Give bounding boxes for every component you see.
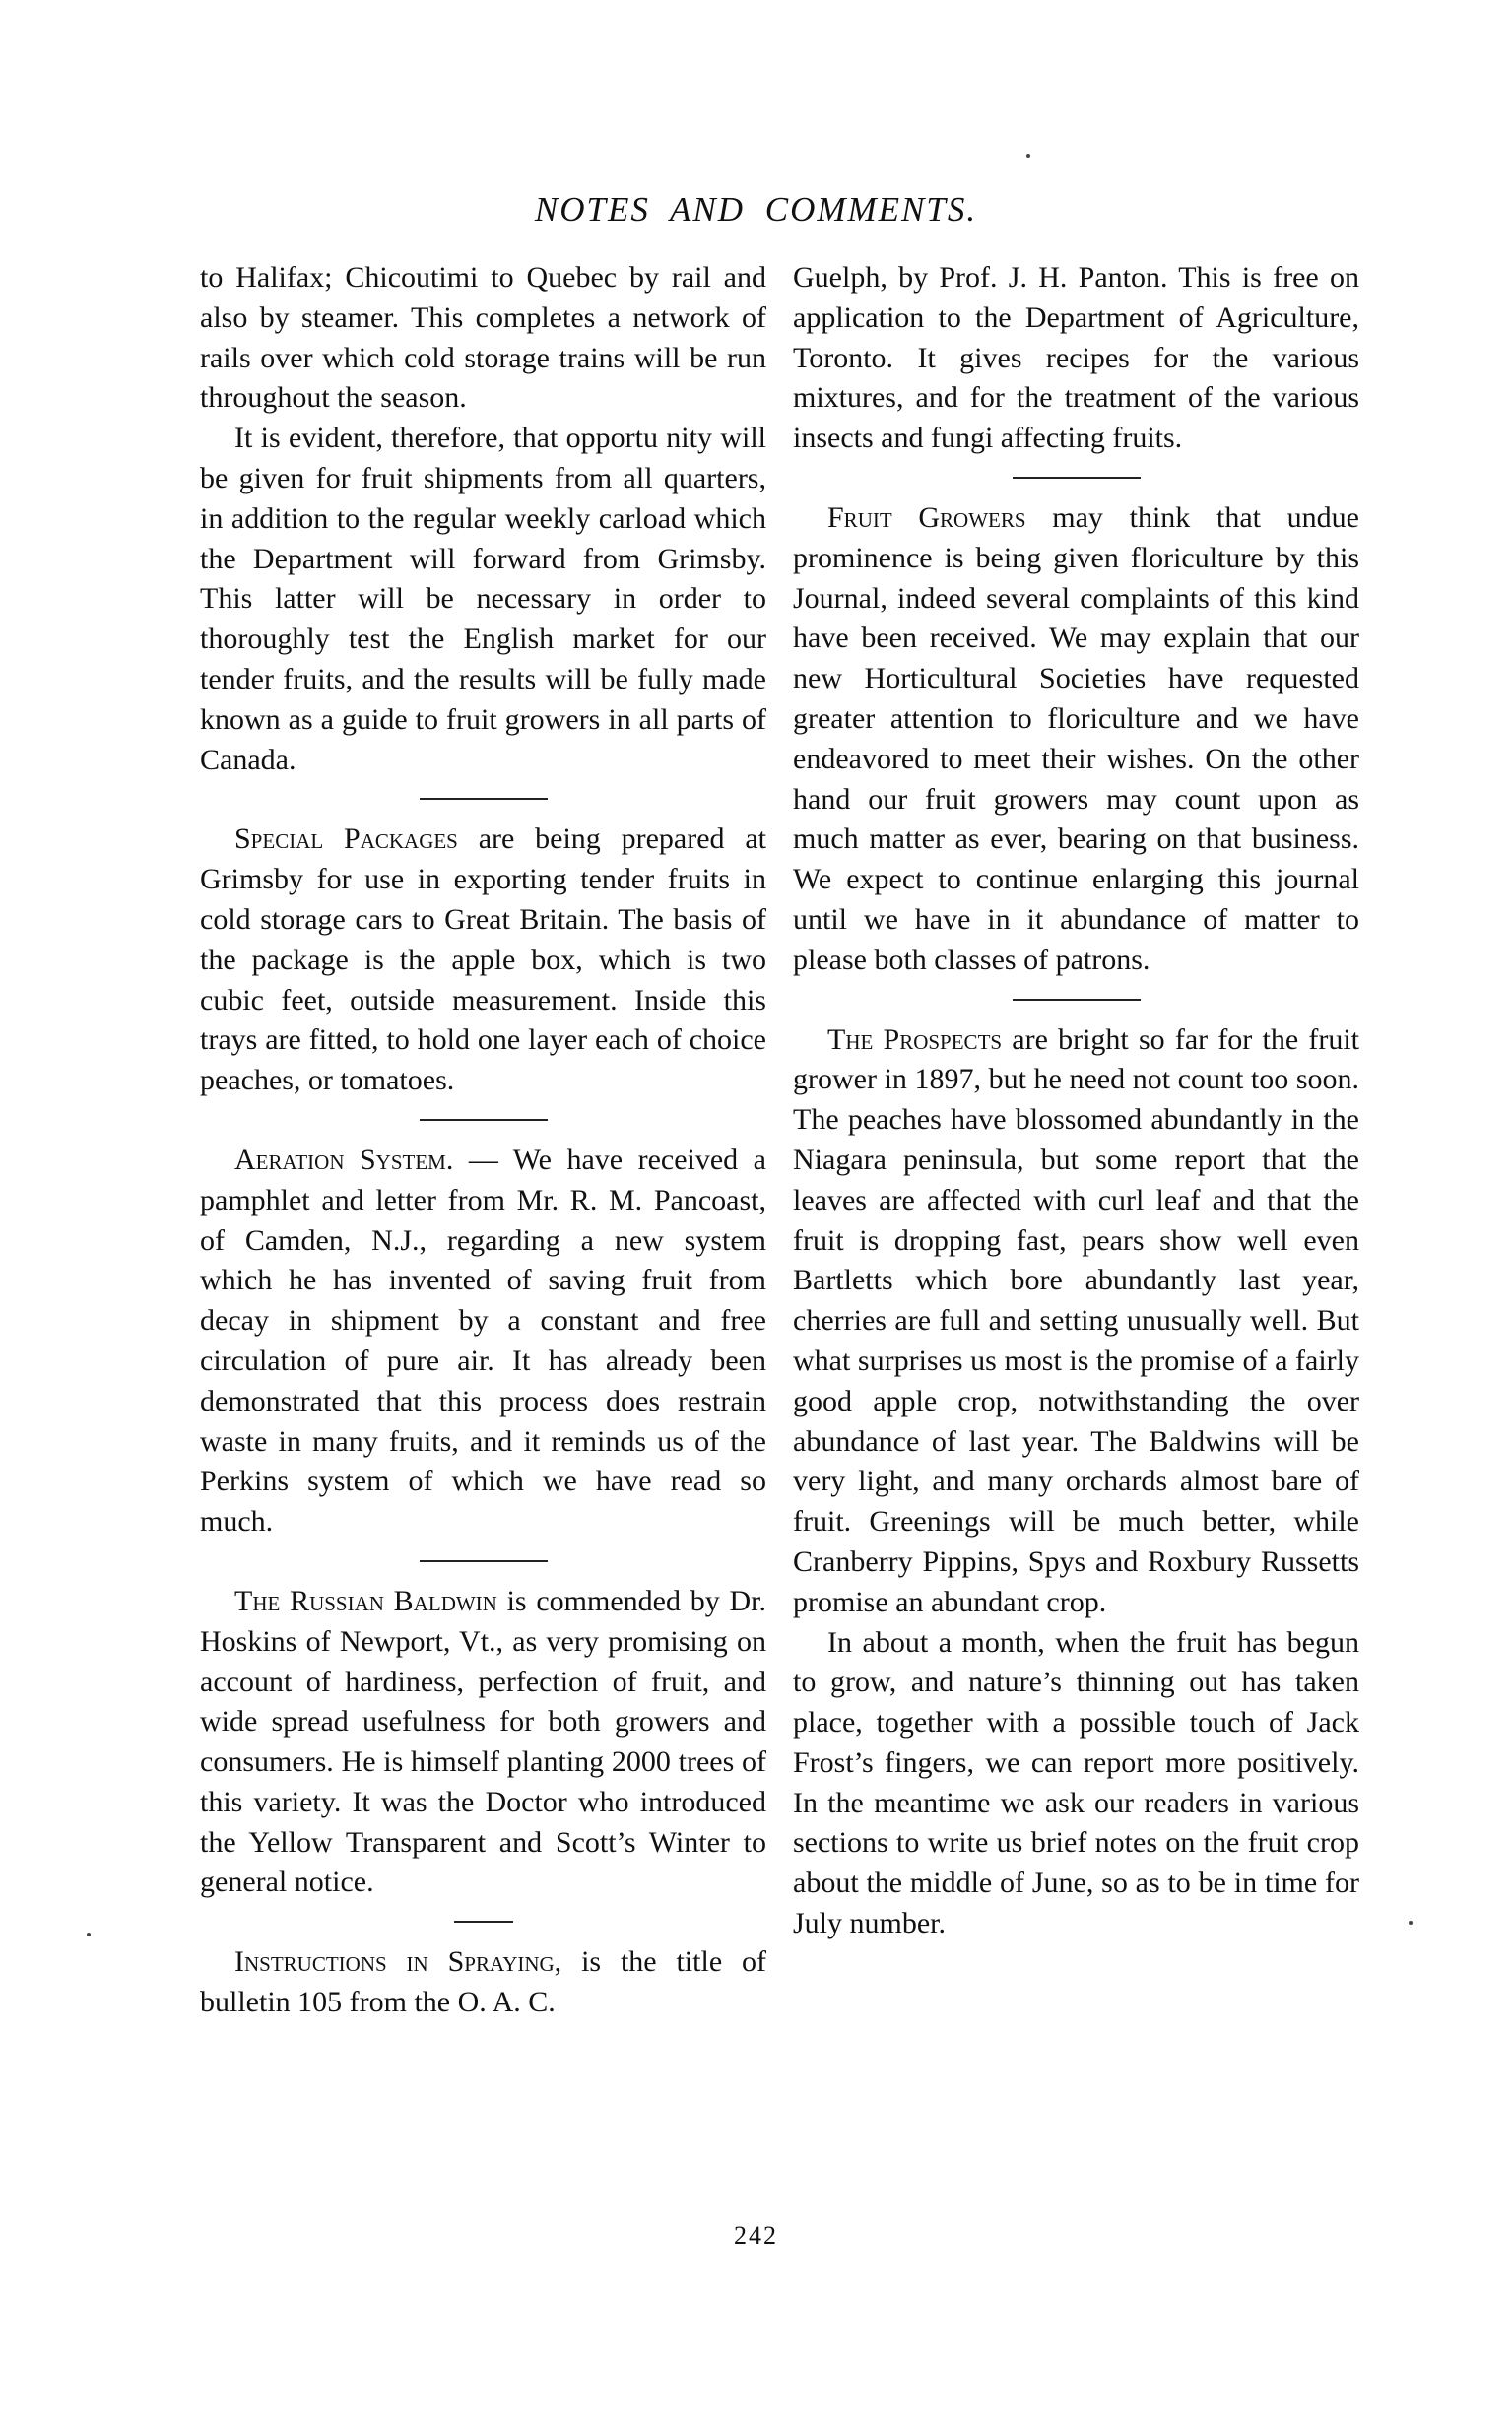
print-speck	[1409, 1921, 1413, 1925]
paragraph-russian-baldwin	[200, 1582, 766, 1903]
paragraph-aeration-system	[200, 1141, 766, 1542]
lead-prospects: The Prospects	[827, 1022, 1003, 1056]
section-divider	[1013, 999, 1141, 1001]
left-column	[200, 258, 766, 2023]
text-russian-baldwin: is commended by Dr. Hoskins of Newport, Vt., as very promising on account of hardiness, perfection of fruit, and wide spread usefulness for both growers and consumers. He is himself planting 2000 trees of this variety. It was the Doctor who introduced the Yellow Transparent and Scott’s Winter to general notice.	[200, 1584, 766, 1899]
lead-aeration-system: Aeration System.	[234, 1143, 454, 1176]
text-fruit-growers: may think that undue prominence is being given floriculture by this Journal, indeed several complaints of this kind have been received. We may explain that our new Horticultural Societies have requested greater attention to floriculture and we have endeavored to meet their wishes. On the other hand our fruit growers may count upon as much matter as ever, bearing on that business. We expect to continue enlarging this journal until we have in it abundance of matter to please both classes of patrons.	[793, 500, 1359, 976]
text-prospects: are bright so far for the fruit grower in 1897, but he need not count too soon. The peaches have blossomed abundantly in the Niagara peninsula, but some report that the leaves are affected with curl leaf and that the fruit is dropping fast, pears show well even Bartletts which bore abundantly last year, cherries are full and setting unusually well. But what surprises us most is the promise of a fairly good apple crop, notwithstanding the over abundance of last year. The Baldwins will be very light, and many orchards almost bare of fruit. Greenings will be much better, while Cranberry Pippins, Spys and Roxbury Russetts promise an abundant crop.	[793, 1022, 1359, 1618]
paragraph-special-packages	[200, 820, 766, 1101]
lead-spraying: Instructions in Spraying,	[234, 1945, 562, 1979]
lead-special-packages: Special Packages	[234, 822, 458, 856]
section-divider	[1013, 477, 1141, 479]
right-column	[793, 258, 1359, 1944]
print-speck	[1026, 154, 1030, 158]
text-aeration-system: — We have received a pamphlet and letter from Mr. R. M. Pancoast, of Camden, N.J., regarding a new system which he has invented of saving fruit from decay in shipment by a constant and free circulation of pure air. It has already been demonstrated that this process does restrain waste in many fruits, and it reminds us of the Perkins system of which we have read so much.	[200, 1143, 766, 1539]
paragraph-prospects	[793, 1020, 1359, 1623]
print-speck	[87, 1933, 91, 1936]
paragraph-about-a-month: In about a month, when the fruit has begun to grow, and nature’s thinning out has taken place, together with a possible touch of Jack Frost’s fingers, we can report more positively. In the meantime we ask our readers in various sections to write us brief notes on the fruit crop about the middle of June, so as to be in time for July number.	[793, 1625, 1359, 1940]
paragraph-fruit-growers	[793, 498, 1359, 981]
lead-russian-baldwin: The Russian Baldwin	[234, 1584, 497, 1617]
section-divider	[454, 1921, 513, 1923]
text-spraying: is the title of bulletin 105 from the O. A. C.	[200, 1945, 766, 2019]
paragraph-halifax: to Halifax; Chicoutimi to Quebec by rail and also by steamer. This completes a network of rails over which cold storage trains will be run throughout the season.	[200, 261, 766, 415]
running-head: NOTES AND COMMENTS.	[534, 190, 978, 229]
section-divider	[420, 1119, 548, 1121]
paragraph-opportunity: It is evident, therefore, that opportu nity will be given for fruit shipments from all quarters, in addition to the regular weekly carload which the Department will forward from Grimsby. This latter will be necessary in order to thoroughly test the English market for our tender fruits, and the results will be fully made known as a guide to fruit growers in all parts of Canada.	[200, 422, 766, 776]
section-divider	[420, 798, 548, 800]
section-divider	[420, 1560, 548, 1562]
lead-fruit-growers: Fruit Growers	[827, 500, 1026, 534]
page-number: 242	[734, 2221, 778, 2250]
paragraph-spraying-continued: Guelph, by Prof. J. H. Panton. This is free on application to the Department of Agriculture, Toronto. It gives recipes for the various mixtures, and for the treatment of the various insects and fungi affecting fruits.	[793, 261, 1359, 455]
paragraph-spraying	[200, 1942, 766, 2023]
text-special-packages: are being prepared at Grimsby for use in exporting tender fruits in cold storage cars to Great Britain. The basis of the package is the apple box, which is two cubic feet, outside measurement. Inside this trays are fitted, to hold one layer each of choice peaches, or tomatoes.	[200, 822, 766, 1097]
